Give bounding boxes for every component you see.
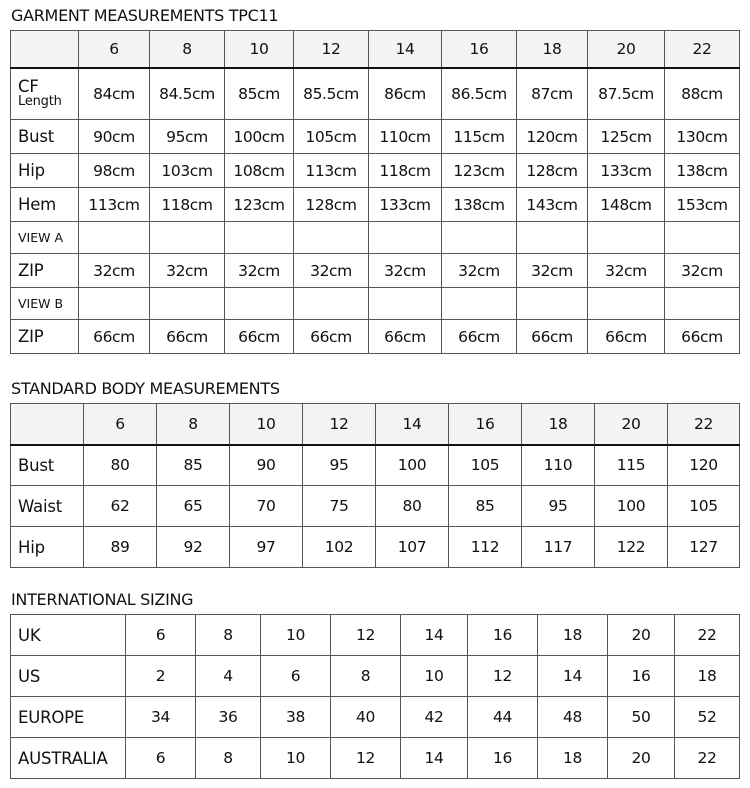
value-cell: 4 <box>196 656 261 697</box>
value-cell: 66cm <box>369 320 442 354</box>
value-cell: 128cm <box>517 154 588 188</box>
table-row <box>11 527 740 568</box>
row-label-cf-length <box>11 68 79 120</box>
value-cell: 6 <box>261 656 331 697</box>
size-header: 8 <box>150 31 225 68</box>
size-header: 16 <box>442 31 517 68</box>
value-cell: 95cm <box>150 120 225 154</box>
value-cell: 118cm <box>150 188 225 222</box>
garment-header-row <box>11 31 740 68</box>
value-cell: 115 <box>595 445 668 486</box>
table-row <box>11 254 740 288</box>
value-cell: 8 <box>196 738 261 779</box>
table-row <box>11 120 740 154</box>
table-row <box>11 738 740 779</box>
value-cell: 113cm <box>294 154 369 188</box>
value-cell <box>294 288 369 320</box>
value-cell: 14 <box>538 656 608 697</box>
value-cell: 115cm <box>442 120 517 154</box>
value-cell: 102 <box>303 527 376 568</box>
size-header: 6 <box>79 31 150 68</box>
value-cell: 16 <box>468 738 538 779</box>
size-header: 14 <box>376 404 449 445</box>
value-cell <box>150 288 225 320</box>
value-cell <box>517 288 588 320</box>
value-cell: 97 <box>230 527 303 568</box>
value-cell: 40 <box>331 697 401 738</box>
row-label: AUSTRALIA <box>11 738 126 779</box>
value-cell: 105 <box>449 445 522 486</box>
table-row <box>11 188 740 222</box>
value-cell: 66cm <box>150 320 225 354</box>
value-cell: 112 <box>449 527 522 568</box>
value-cell: 85 <box>157 445 230 486</box>
value-cell: 44 <box>468 697 538 738</box>
value-cell: 66cm <box>665 320 740 354</box>
value-cell: 103cm <box>150 154 225 188</box>
row-label: Hem <box>11 188 79 222</box>
value-cell: 14 <box>401 738 468 779</box>
row-label: Bust <box>11 120 79 154</box>
value-cell: 10 <box>401 656 468 697</box>
value-cell: 65 <box>157 486 230 527</box>
value-cell: 66cm <box>517 320 588 354</box>
value-cell: 122 <box>595 527 668 568</box>
value-cell: 80 <box>84 445 157 486</box>
value-cell: 113cm <box>79 188 150 222</box>
value-cell: 90 <box>230 445 303 486</box>
size-header: 18 <box>517 31 588 68</box>
value-cell: 2 <box>126 656 196 697</box>
value-cell: 148cm <box>588 188 665 222</box>
corner-cell <box>11 404 84 445</box>
table-row <box>11 320 740 354</box>
size-header: 10 <box>230 404 303 445</box>
value-cell <box>79 222 150 254</box>
table-row <box>11 656 740 697</box>
value-cell: 128cm <box>294 188 369 222</box>
value-cell: 98cm <box>79 154 150 188</box>
garment-measurements-table <box>10 30 740 354</box>
row-label: US <box>11 656 126 697</box>
row-label: Hip <box>11 527 84 568</box>
garment-table-title: GARMENT MEASUREMENTS TPC11 <box>11 6 279 25</box>
table-row <box>11 486 740 527</box>
body-table-title: STANDARD BODY MEASUREMENTS <box>11 379 280 398</box>
value-cell <box>588 288 665 320</box>
size-header: 12 <box>303 404 376 445</box>
value-cell: 42 <box>401 697 468 738</box>
value-cell: 87cm <box>517 68 588 120</box>
value-cell: 18 <box>538 738 608 779</box>
value-cell <box>294 222 369 254</box>
value-cell: 6 <box>126 738 196 779</box>
value-cell: 95 <box>303 445 376 486</box>
value-cell <box>79 288 150 320</box>
value-cell: 10 <box>261 738 331 779</box>
table-row <box>11 697 740 738</box>
value-cell <box>369 288 442 320</box>
value-cell: 85 <box>449 486 522 527</box>
table-row <box>11 154 740 188</box>
value-cell: 34 <box>126 697 196 738</box>
value-cell: 105 <box>668 486 740 527</box>
value-cell: 66cm <box>588 320 665 354</box>
value-cell: 12 <box>331 615 401 656</box>
value-cell: 108cm <box>225 154 294 188</box>
value-cell: 14 <box>401 615 468 656</box>
table-row <box>11 615 740 656</box>
value-cell <box>369 222 442 254</box>
value-cell: 32cm <box>225 254 294 288</box>
value-cell: 117 <box>522 527 595 568</box>
value-cell: 80 <box>376 486 449 527</box>
table-row <box>11 222 740 254</box>
value-cell: 32cm <box>79 254 150 288</box>
cf-sublabel: Length <box>18 93 62 109</box>
value-cell <box>442 222 517 254</box>
value-cell: 127 <box>668 527 740 568</box>
value-cell: 89 <box>84 527 157 568</box>
value-cell: 120 <box>668 445 740 486</box>
size-header: 20 <box>595 404 668 445</box>
size-header: 8 <box>157 404 230 445</box>
value-cell: 75 <box>303 486 376 527</box>
value-cell: 22 <box>675 615 740 656</box>
corner-cell <box>11 31 79 68</box>
value-cell: 20 <box>608 738 675 779</box>
value-cell: 84.5cm <box>150 68 225 120</box>
value-cell: 12 <box>331 738 401 779</box>
row-label: ZIP <box>11 320 79 354</box>
value-cell: 66cm <box>442 320 517 354</box>
size-header: 22 <box>668 404 740 445</box>
value-cell <box>665 222 740 254</box>
row-label-view-b: VIEW B <box>11 288 79 320</box>
row-label: UK <box>11 615 126 656</box>
value-cell: 118cm <box>369 154 442 188</box>
value-cell: 100 <box>376 445 449 486</box>
value-cell <box>442 288 517 320</box>
value-cell: 90cm <box>79 120 150 154</box>
value-cell: 48 <box>538 697 608 738</box>
size-header: 22 <box>665 31 740 68</box>
value-cell: 52 <box>675 697 740 738</box>
value-cell: 66cm <box>294 320 369 354</box>
value-cell: 32cm <box>588 254 665 288</box>
value-cell: 32cm <box>665 254 740 288</box>
size-header: 16 <box>449 404 522 445</box>
value-cell: 143cm <box>517 188 588 222</box>
value-cell: 10 <box>261 615 331 656</box>
body-header-row <box>11 404 740 445</box>
value-cell: 133cm <box>369 188 442 222</box>
value-cell <box>588 222 665 254</box>
table-row <box>11 288 740 320</box>
international-sizing-table <box>10 614 740 779</box>
value-cell: 85.5cm <box>294 68 369 120</box>
size-header: 20 <box>588 31 665 68</box>
row-label: ZIP <box>11 254 79 288</box>
value-cell: 153cm <box>665 188 740 222</box>
size-header: 18 <box>522 404 595 445</box>
row-label: Bust <box>11 445 84 486</box>
international-table-title: INTERNATIONAL SIZING <box>11 590 194 609</box>
value-cell: 12 <box>468 656 538 697</box>
row-label-view-a: VIEW A <box>11 222 79 254</box>
value-cell <box>517 222 588 254</box>
row-label: Waist <box>11 486 84 527</box>
cf-label: CF <box>18 76 39 96</box>
size-header: 6 <box>84 404 157 445</box>
value-cell: 32cm <box>517 254 588 288</box>
table-row <box>11 68 740 120</box>
value-cell: 105cm <box>294 120 369 154</box>
value-cell: 120cm <box>517 120 588 154</box>
value-cell: 125cm <box>588 120 665 154</box>
value-cell: 62 <box>84 486 157 527</box>
value-cell: 18 <box>675 656 740 697</box>
body-measurements-table <box>10 403 740 568</box>
size-header: 12 <box>294 31 369 68</box>
value-cell: 130cm <box>665 120 740 154</box>
value-cell: 133cm <box>588 154 665 188</box>
value-cell: 38 <box>261 697 331 738</box>
value-cell <box>150 222 225 254</box>
value-cell: 8 <box>331 656 401 697</box>
value-cell: 138cm <box>442 188 517 222</box>
value-cell: 110 <box>522 445 595 486</box>
value-cell: 50 <box>608 697 675 738</box>
value-cell: 85cm <box>225 68 294 120</box>
row-label: Hip <box>11 154 79 188</box>
value-cell: 100cm <box>225 120 294 154</box>
value-cell: 66cm <box>225 320 294 354</box>
value-cell: 84cm <box>79 68 150 120</box>
value-cell: 32cm <box>369 254 442 288</box>
value-cell: 92 <box>157 527 230 568</box>
value-cell: 88cm <box>665 68 740 120</box>
size-header: 10 <box>225 31 294 68</box>
size-header: 14 <box>369 31 442 68</box>
value-cell <box>665 288 740 320</box>
row-label: EUROPE <box>11 697 126 738</box>
value-cell: 86cm <box>369 68 442 120</box>
value-cell: 86.5cm <box>442 68 517 120</box>
value-cell: 66cm <box>79 320 150 354</box>
table-row <box>11 445 740 486</box>
value-cell <box>225 222 294 254</box>
value-cell: 18 <box>538 615 608 656</box>
value-cell: 32cm <box>294 254 369 288</box>
value-cell: 123cm <box>225 188 294 222</box>
value-cell: 16 <box>468 615 538 656</box>
value-cell: 32cm <box>150 254 225 288</box>
value-cell: 95 <box>522 486 595 527</box>
value-cell: 123cm <box>442 154 517 188</box>
value-cell: 70 <box>230 486 303 527</box>
value-cell: 107 <box>376 527 449 568</box>
value-cell: 6 <box>126 615 196 656</box>
value-cell: 100 <box>595 486 668 527</box>
value-cell: 22 <box>675 738 740 779</box>
value-cell: 87.5cm <box>588 68 665 120</box>
value-cell: 36 <box>196 697 261 738</box>
value-cell: 138cm <box>665 154 740 188</box>
value-cell: 16 <box>608 656 675 697</box>
value-cell: 110cm <box>369 120 442 154</box>
value-cell: 8 <box>196 615 261 656</box>
value-cell: 20 <box>608 615 675 656</box>
value-cell: 32cm <box>442 254 517 288</box>
value-cell <box>225 288 294 320</box>
